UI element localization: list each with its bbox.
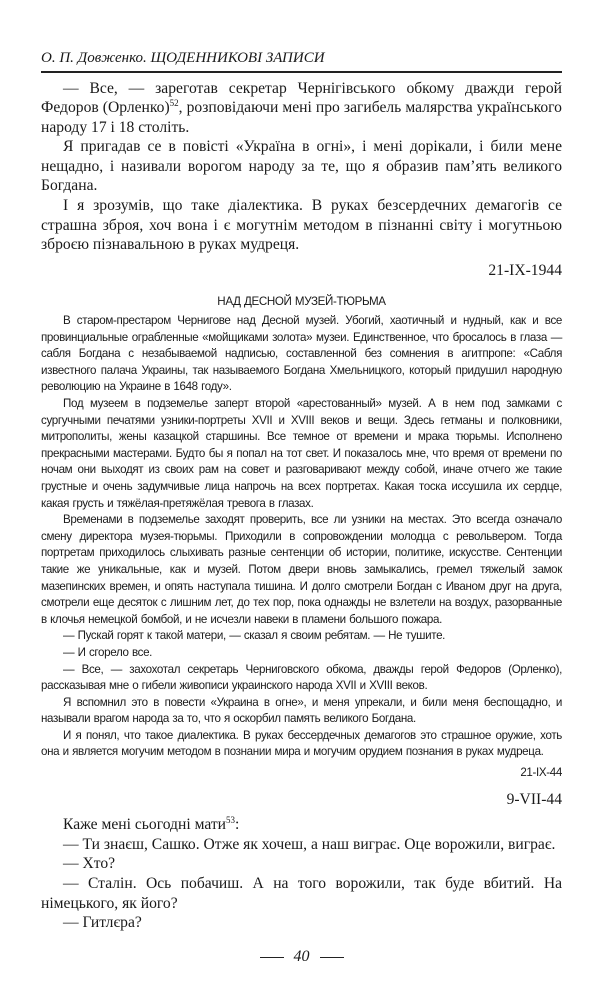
text: Каже мені сьогодні мати <box>63 816 227 834</box>
entry-museum-prison <box>41 294 562 781</box>
paragraph: И я понял, что такое диалектика. В руках бессердечных демагогов это страшное оружие, хоть она и является могучим методом в познании мира и могучим орудием познания в руках мудреца. <box>41 728 562 759</box>
dialogue-line: — Ти знаєш, Сашко. Отже як хочеш, а наш виграє. Оце ворожили, виграє. <box>63 835 556 853</box>
dialogue-line: — Сталін. Ось побачиш. А на того ворожили, так буде вбитий. На німецького, як його? <box>41 875 562 912</box>
paragraph: — Все, — захохотал секретарь Черниговского обкома, дважды герой Федоров (Орленко), рассказывая мне о гибели живописи украинского народа XVII и XVIII веков. <box>41 662 562 693</box>
dash-decoration <box>320 957 344 958</box>
paragraph: Временами в подземелье заходят проверить, все ли узники на местах. Это всегда означало смену директора музея-тюрьмы. Приходили в сопровождении молодца с револьвером. Тогда портретам приходилось слыхивать разные сентенции об истории, политике, искусстве. Сентенции такие же уникальные, как и музей. Потом двери вновь замыкались, гремел тяжелый замок мазепинских времен, и опять наступала тишина. И долго смотрели Богдан с Иваном друг на друга, смотрели еще десяток с лишним лет, до тех пор, пока однажды не взлетели на воздух, разорванные в клочья немецкой бомбой, и не исчезли навеки в пламени большого пожара. <box>41 513 562 626</box>
paragraph: — Пускай горят к такой матери, — сказал я своим ребятам. — Не тушите. <box>63 629 446 643</box>
text: : <box>235 816 240 834</box>
dash-decoration <box>260 957 284 958</box>
footnote-ref[interactable]: 52 <box>169 97 179 108</box>
paragraph <box>41 815 562 835</box>
header-rule <box>41 71 562 73</box>
paragraph: Я пригадав се в повісті «Україна в огні», і мені дорікали, і били мене нещадно, і називали ворогом народу за те, що я образив пам’ять великого Богдана. <box>41 138 562 195</box>
entry-date: 9-VII-44 <box>506 790 562 808</box>
entry-9-vii-44 <box>41 790 562 933</box>
paragraph <box>41 79 562 138</box>
dialogue-line: — Хто? <box>63 855 116 873</box>
running-header: О. П. Довженко. ЩОДЕННИКОВІ ЗАПИСИ <box>41 50 325 66</box>
paragraph: Под музеем в подземелье заперт второй «арестованный» музей. А в нем под замками с сургучными печатями узники-портреты XVII и XVIII веков и вещи. Здесь гетманы и полковники, митрополиты, жены казацкой старшины. Все темное от времени и мрака тюрьмы. Исполнено прекрасными мастерами. Будто бы я попал на тот свет. И показалось мне, что время от времени по ночам они выходят из своих рам на совет и разговаривают между собой, иначе отчего же такие грустные и очень задумчивые лица напрочь на всех портретах. Какая тоска иссушила их сердце, какая грусть и тяжёлая-претяжёлая тревога в глазах. <box>41 397 562 510</box>
page-number <box>41 947 562 967</box>
entry-date: 21-IX-44 <box>520 766 562 780</box>
paragraph: В старом-престаром Чернигове над Десной музей. Убогий, хаотичный и нудный, как и все провинциальные ограбленные «мойщиками золота» музеи. Единственное, что бросалось в глаза — сабля Богдана с незабываемой надписью, составленной без сомнения в агитпропе: «Сабля известного палача Украины, так называемого Богдана Хмельницкого, который придушил народную революцию на Украине в 1648 году». <box>41 314 562 394</box>
paragraph: Я вспомнил это в повести «Украина в огне», и меня упрекали, и били меня беспощадно, и называли врагом народа за то, что я оскорбил память великого Богдана. <box>41 695 562 726</box>
entry-1944 <box>41 79 562 281</box>
entry-date: 21-IX-1944 <box>488 261 562 279</box>
section-heading: НАД ДЕСНОЙ МУЗЕЙ-ТЮРЬМА <box>217 295 386 309</box>
dialogue-line: — Гитлєра? <box>63 914 142 932</box>
paragraph: І я зрозумів, що таке діалектика. В руках безсердечних демагогів се страшна зброя, хоч вона і є могутнім методом в пізнанні світу і могутньою зброєю пізнавальною в руках мудреця. <box>41 197 562 254</box>
paragraph: — И сгорело все. <box>63 645 153 659</box>
text: — Все, — зареготав секретар Чернігівського обкому дважди герой Федоров (Орленко) <box>41 79 562 117</box>
page-number-text: 40 <box>293 947 310 965</box>
text: , розповідаючи мені про загибель малярства українського народу 17 і 18 століть. <box>41 99 562 136</box>
footnote-ref[interactable]: 53 <box>226 815 236 826</box>
